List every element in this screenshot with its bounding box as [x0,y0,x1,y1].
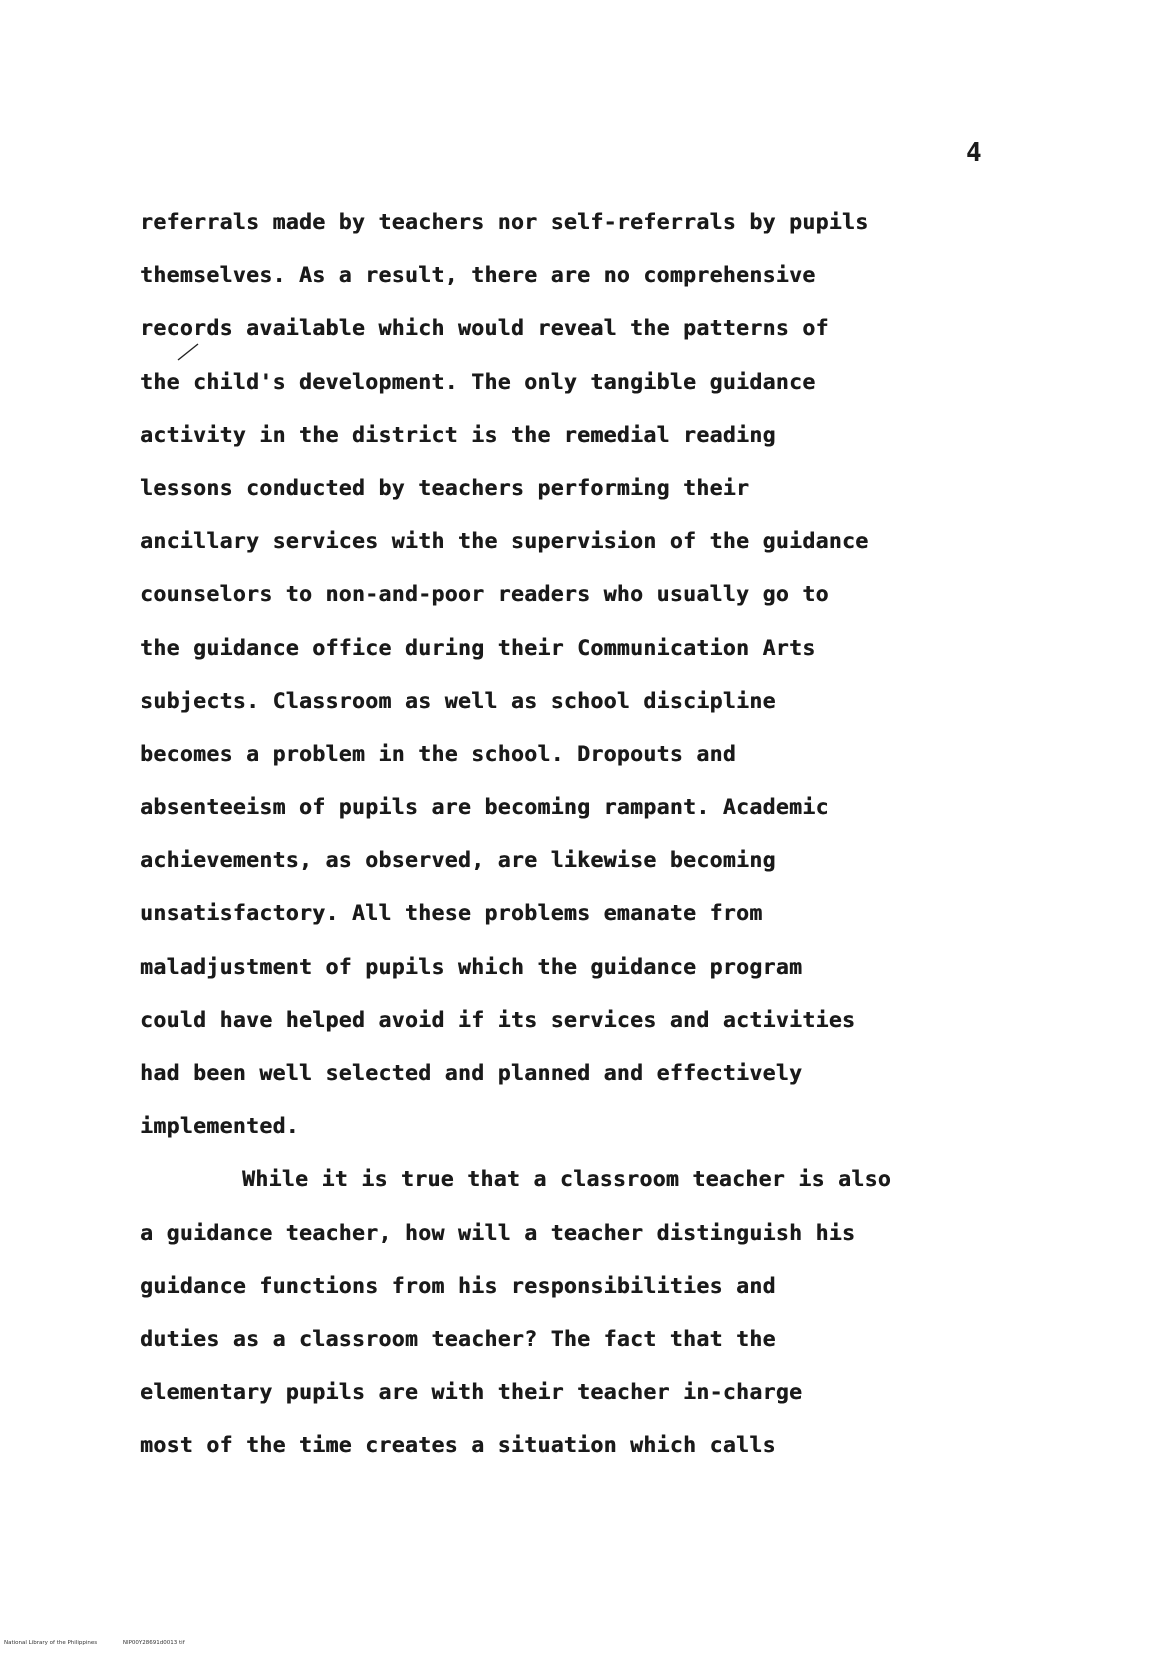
text-line: guidance functions from his responsibilities and [140,1273,776,1299]
text-line: unsatisfactory. All these problems emanate from [140,901,763,927]
text-line: duties as a classroom teacher? The fact that the [140,1326,776,1352]
text-line: themselves. As a result, there are no comprehensive [140,263,816,289]
text-line: absenteeism of pupils are becoming rampant. Academic [140,795,829,821]
text-line: subjects. Classroom as well as school discipline [140,688,776,714]
text-line: counselors to non-and-poor readers who usually go to [140,582,829,608]
text-line: implemented. [140,1114,299,1140]
text-line: elementary pupils are with their teacher in-charge [140,1380,803,1406]
text-line: a guidance teacher, how will a teacher distinguish his [140,1220,856,1246]
text-line: the child's development. The only tangible guidance [140,369,816,395]
text-line: maladjustment of pupils which the guidance program [140,954,803,980]
text-line: most of the time creates a situation which calls [140,1433,776,1459]
footer-library: National Library of the Philippines [4,1640,98,1646]
footer-file-id: NIP00Y28691d0013 tif [122,1640,185,1646]
body-text [140,208,1040,1485]
text-line: records available which would reveal the patterns of [140,316,829,342]
text-line: the guidance office during their Communication Arts [140,635,816,661]
text-line: achievements, as observed, are likewise becoming [140,848,776,874]
text-line: lessons conducted by teachers performing their [140,475,750,501]
page-number: 4 [966,138,982,168]
scan-footer [4,1640,209,1646]
text-line: had been well selected and planned and effectively [140,1061,803,1086]
text-line: could have helped avoid if its services and activities [140,1007,856,1033]
text-line: becomes a problem in the school. Dropouts and [140,741,736,767]
text-line: ancillary services with the supervision of the guidance [140,529,869,555]
text-line: referrals made by teachers nor self-referrals by pupils [140,210,869,235]
text-line: activity in the district is the remedial reading [140,422,776,448]
text-line: While it is true that a classroom teacher is also [242,1167,891,1193]
